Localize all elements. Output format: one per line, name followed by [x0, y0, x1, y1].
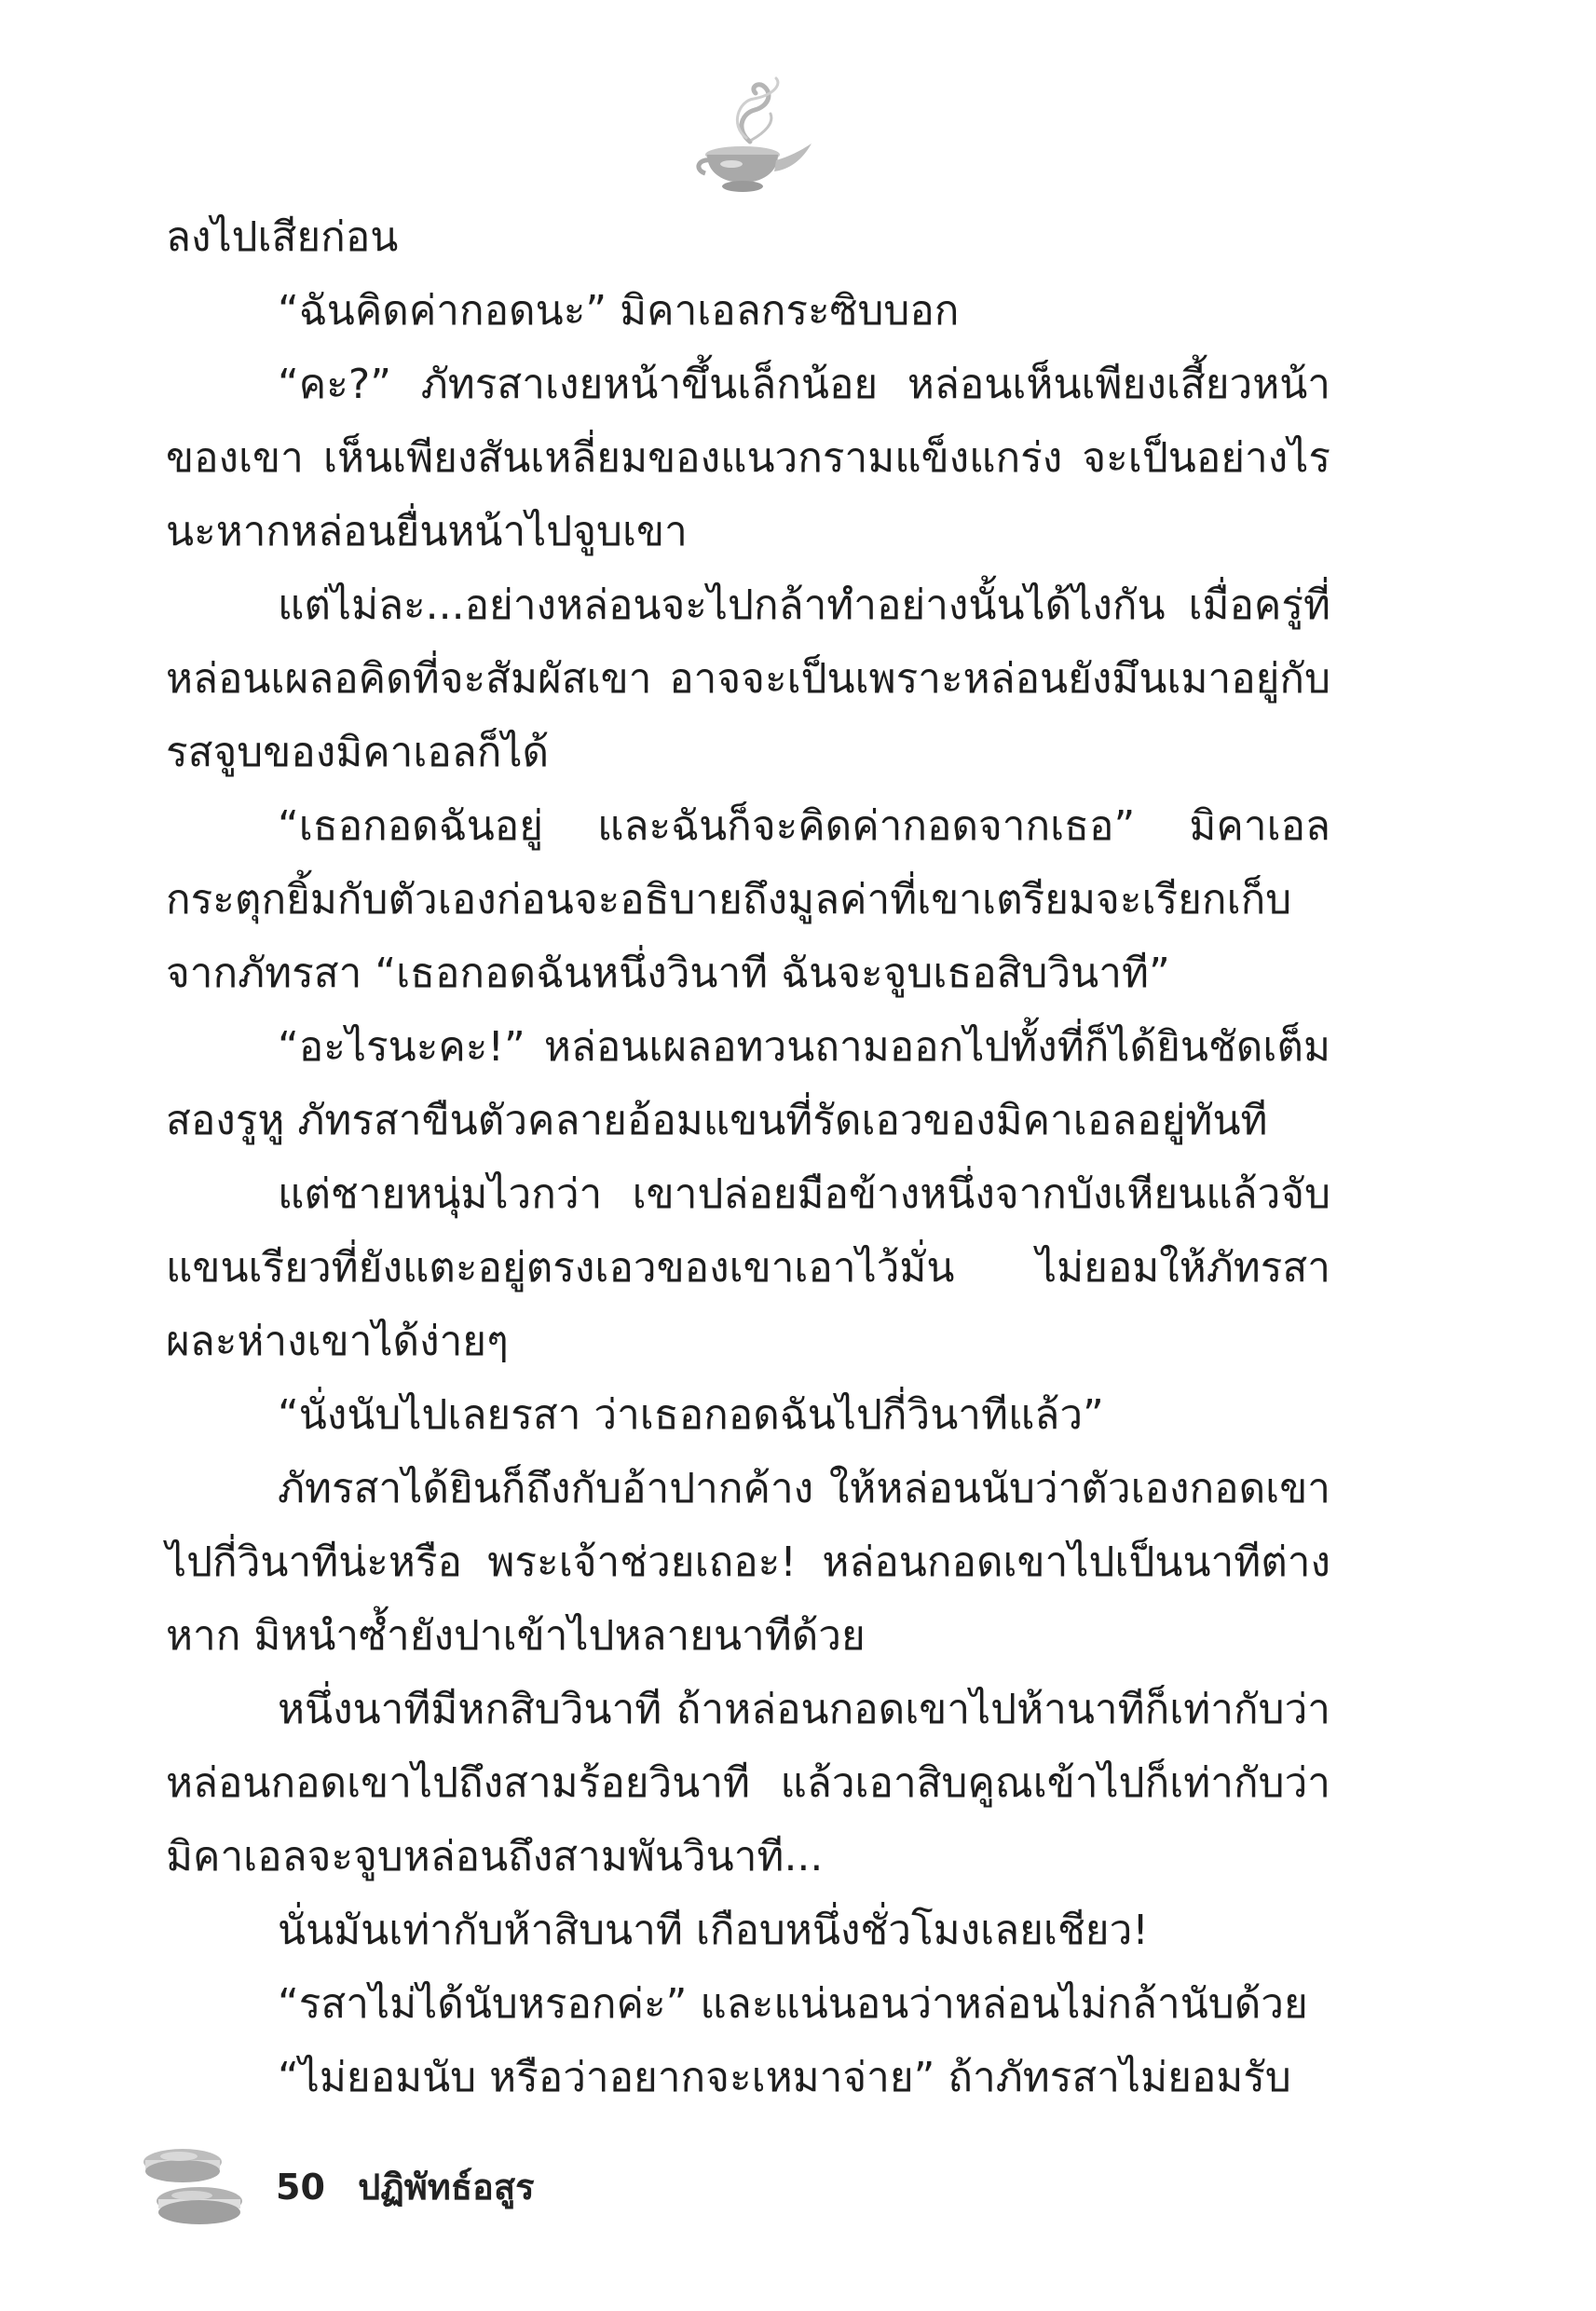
book-title: ปฏิพัทธ์อสูร	[358, 2167, 535, 2208]
genie-lamp-icon	[685, 76, 815, 198]
paragraph: นั่นมันเท่ากับห้าสิบนาที เกือบหนึ่งชั่วโมงเลยเชียว!	[278, 1907, 1149, 1954]
page-number: 50	[276, 2167, 325, 2208]
macaron-icon	[138, 2134, 250, 2236]
paragraph: ภัทรสาได้ยินก็ถึงกับอ้าปากค้าง ให้หล่อนนับว่าตัวเองกอดเขาไปกี่วินาทีน่ะหรือ พระเจ้าช่วยเถอะ! หล่อนกอดเขาไปเป็นนาทีต่างหาก มิหนำซ้ำยังปาเข้าไปหลายนาทีด้วย	[166, 1465, 1330, 1660]
paragraph: “ไม่ยอมนับ หรือว่าอยากจะเหมาจ่าย” ถ้าภัทรสาไม่ยอมรับ	[278, 2054, 1291, 2101]
paragraph: หนึ่งนาทีมีหกสิบวินาที ถ้าหล่อนกอดเขาไปห้านาทีก็เท่ากับว่าหล่อนกอดเขาไปถึงสามร้อยวินาที แล้วเอาสิบคูณเข้าไปก็เท่ากับว่ามิคาเอลจะจูบหล่อนถึงสามพันวินาที...	[166, 1686, 1330, 1880]
paragraph: แต่ไม่ละ...อย่างหล่อนจะไปกล้าทำอย่างนั้นได้ไงกัน เมื่อครู่ที่หล่อนเผลอคิดที่จะสัมผัสเขา อาจจะเป็นเพราะหล่อนยังมึนเมาอยู่กับรสจูบของมิคาเอลก็ได้	[166, 581, 1330, 776]
paragraph: “รสาไม่ได้นับหรอกค่ะ” และแน่นอนว่าหล่อนไม่กล้านับด้วย	[278, 1980, 1308, 2028]
paragraph: “นั่งนับไปเลยรสา ว่าเธอกอดฉันไปกี่วินาทีแล้ว”	[278, 1391, 1104, 1439]
paragraph: “คะ?” ภัทรสาเงยหน้าขึ้นเล็กน้อย หล่อนเห็นเพียงเสี้ยวหน้าของเขา เห็นเพียงสันเหลี่ยมของแนวกรามแข็งแกร่ง จะเป็นอย่างไรนะหากหล่อนยื่นหน้าไปจูบเขา	[166, 361, 1330, 555]
paragraph: “เธอกอดฉันอยู่ และฉันก็จะคิดค่ากอดจากเธอ” มิคาเอลกระตุกยิ้มกับตัวเองก่อนจะอธิบายถึงมูลค่าที่เขาเตรียมจะเรียกเก็บจากภัทรสา “เธอกอดฉันหนึ่งวินาที ฉันจะจูบเธอสิบวินาที”	[166, 802, 1330, 997]
paragraph: “อะไรนะคะ!” หล่อนเผลอทวนถามออกไปทั้งที่ก็ได้ยินชัดเต็มสองรูหู ภัทรสาขืนตัวคลายอ้อมแขนที่รัดเอวของมิคาเอลอยู่ทันที	[166, 1023, 1330, 1144]
page-footer	[276, 2158, 534, 2215]
paragraph: “ฉันคิดค่ากอดนะ” มิคาเอลกระซิบบอก	[278, 287, 960, 335]
paragraph: ลงไปเสียก่อน	[166, 213, 399, 261]
paragraph: แต่ชายหนุ่มไวกว่า เขาปล่อยมือข้างหนึ่งจากบังเหียนแล้วจับแขนเรียวที่ยังแตะอยู่ตรงเอวของเขาเอาไว้มั่น ไม่ยอมให้ภัทรสาผละห่างเขาได้ง่ายๆ	[166, 1170, 1330, 1365]
body-text	[166, 200, 1330, 2114]
